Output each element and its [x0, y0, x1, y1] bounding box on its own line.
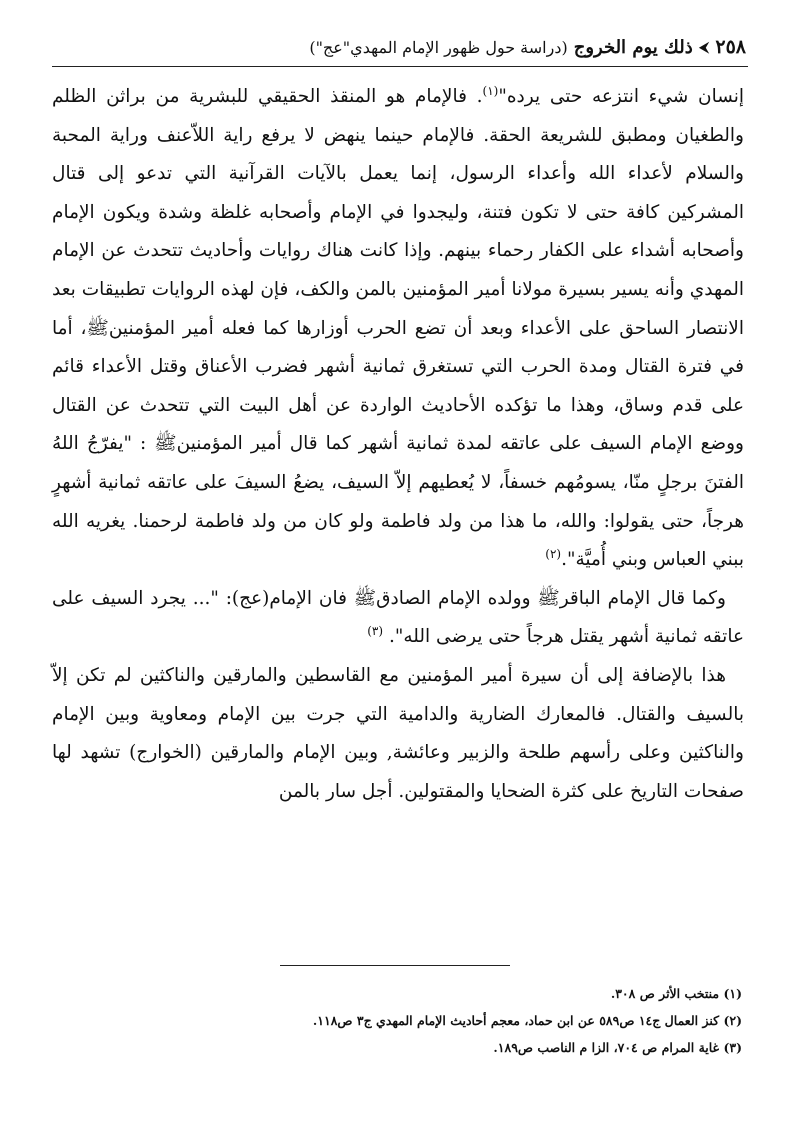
footnote-ref: (١): [482, 83, 499, 98]
footnote-ref: (٣): [367, 624, 384, 639]
footnote: (١) منتخب الأثر ص ٣٠٨.: [610, 986, 742, 1001]
body-text: [52, 78, 744, 811]
paragraph-text: إنسان شيء انتزعه حتى يرده": [498, 86, 744, 107]
paragraph-text: . فالإمام هو المنقذ الحقيقي للبشرية من براثن الظلم والطغيان ومطبق للشريعة الحقة. فالإمام حينما ينهض لا يرفع راية اللاّعنف وراية المحبة والسلام لأعداء الله وأعداء الرسول، إنما يعمل بالآيات القرآنية التي تدعو إلى قتال المشركين كافة حتى لا تكون فتنة، وليجدوا في الإمام وأصحابه غلظة وشدة ويكون الإمام وأصحابه أشداء على الكفار رحماء بينهم. وإذا كانت هناك روايات وأحاديث تتحدث عن الإمام المهدي وأنه يسير بسيرة مولانا أمير المؤمنين بالمن والكف، فإن لهذه الروايات تطبيقات بعد الانتصار الساحق على الأعداء وبعد أن تضع الحرب أوزارها كما فعله أمير المؤمنينﷺ، أما في فترة القتال ومدة الحرب التي تستغرق ثمانية أشهر فضرب الأعناق وقتل الأعداء قائم على قدم وساق، وهذا ما تؤكده الأحاديث الواردة عن أهل البيت التي تتحدث عن القتال ووضع الإمام السيف على عاتقه لمدة ثمانية أشهر كما قال أمير المؤمنينﷺ : "يفرّجُ اللهُ الفتنَ برجلٍ منّا، يسومُهم خسفاً، لا يُعطيهم إلاّ السيف، يضعُ السيفَ على عاتقه ثمانية أشهرٍ هرجاً، حتى يقولوا: والله، ما هذا من ولد فاطمة ولو كان من ولد فاطمة لرحمنا. يغريه الله ببني العباس وبني أُميَّة".: [52, 86, 744, 571]
header-arrow-icon: ⮜: [698, 38, 710, 56]
footnote-separator: [280, 965, 510, 966]
book-subtitle: (دراسة حول ظهور الإمام المهدي"عج"): [309, 37, 568, 57]
book-title: ذلك يوم الخروج: [573, 36, 693, 58]
page-header: [52, 32, 746, 62]
page-number: ٢٥٨: [715, 36, 746, 58]
paragraph: [52, 78, 744, 580]
paragraph: [52, 657, 744, 811]
footnote-ref: (٢): [545, 546, 562, 561]
footnotes: [120, 980, 742, 1061]
paragraph-text: هذا بالإضافة إلى أن سيرة أمير المؤمنين مع القاسطين والمارقين والناكثين لم تكن إلاّ بالسيف والقتال. فالمعارك الضارية والدامية التي جرت بين الإمام ومعاوية وبين الإمام والناكثين وعلى رأسهم طلحة والزبير وعائشة, وبين الإمام والمارقين (الخوارج) تشهد لها صفحات التاريخ على كثرة الضحايا والمقتولين. أجل سار بالمن: [52, 664, 744, 802]
footnote: (٣) غاية المرام ص ٧٠٤، الزا م الناصب ص١٨٩.: [493, 1040, 742, 1055]
footnote: (٢) كنز العمال ج١٤ ص٥٨٩ عن ابن حماد، معجم أحاديث الإمام المهدي ج٣ ص١١٨.: [312, 1013, 742, 1028]
header-rule: [52, 66, 748, 67]
paragraph-text: وكما قال الإمام الباقرﷺ وولده الإمام الصادقﷺ فان الإمام(عج): "... يجرد السيف على عاتقه ثمانية أشهر يقتل هرجاً حتى يرضى الله".: [52, 587, 744, 648]
paragraph: [52, 580, 744, 657]
